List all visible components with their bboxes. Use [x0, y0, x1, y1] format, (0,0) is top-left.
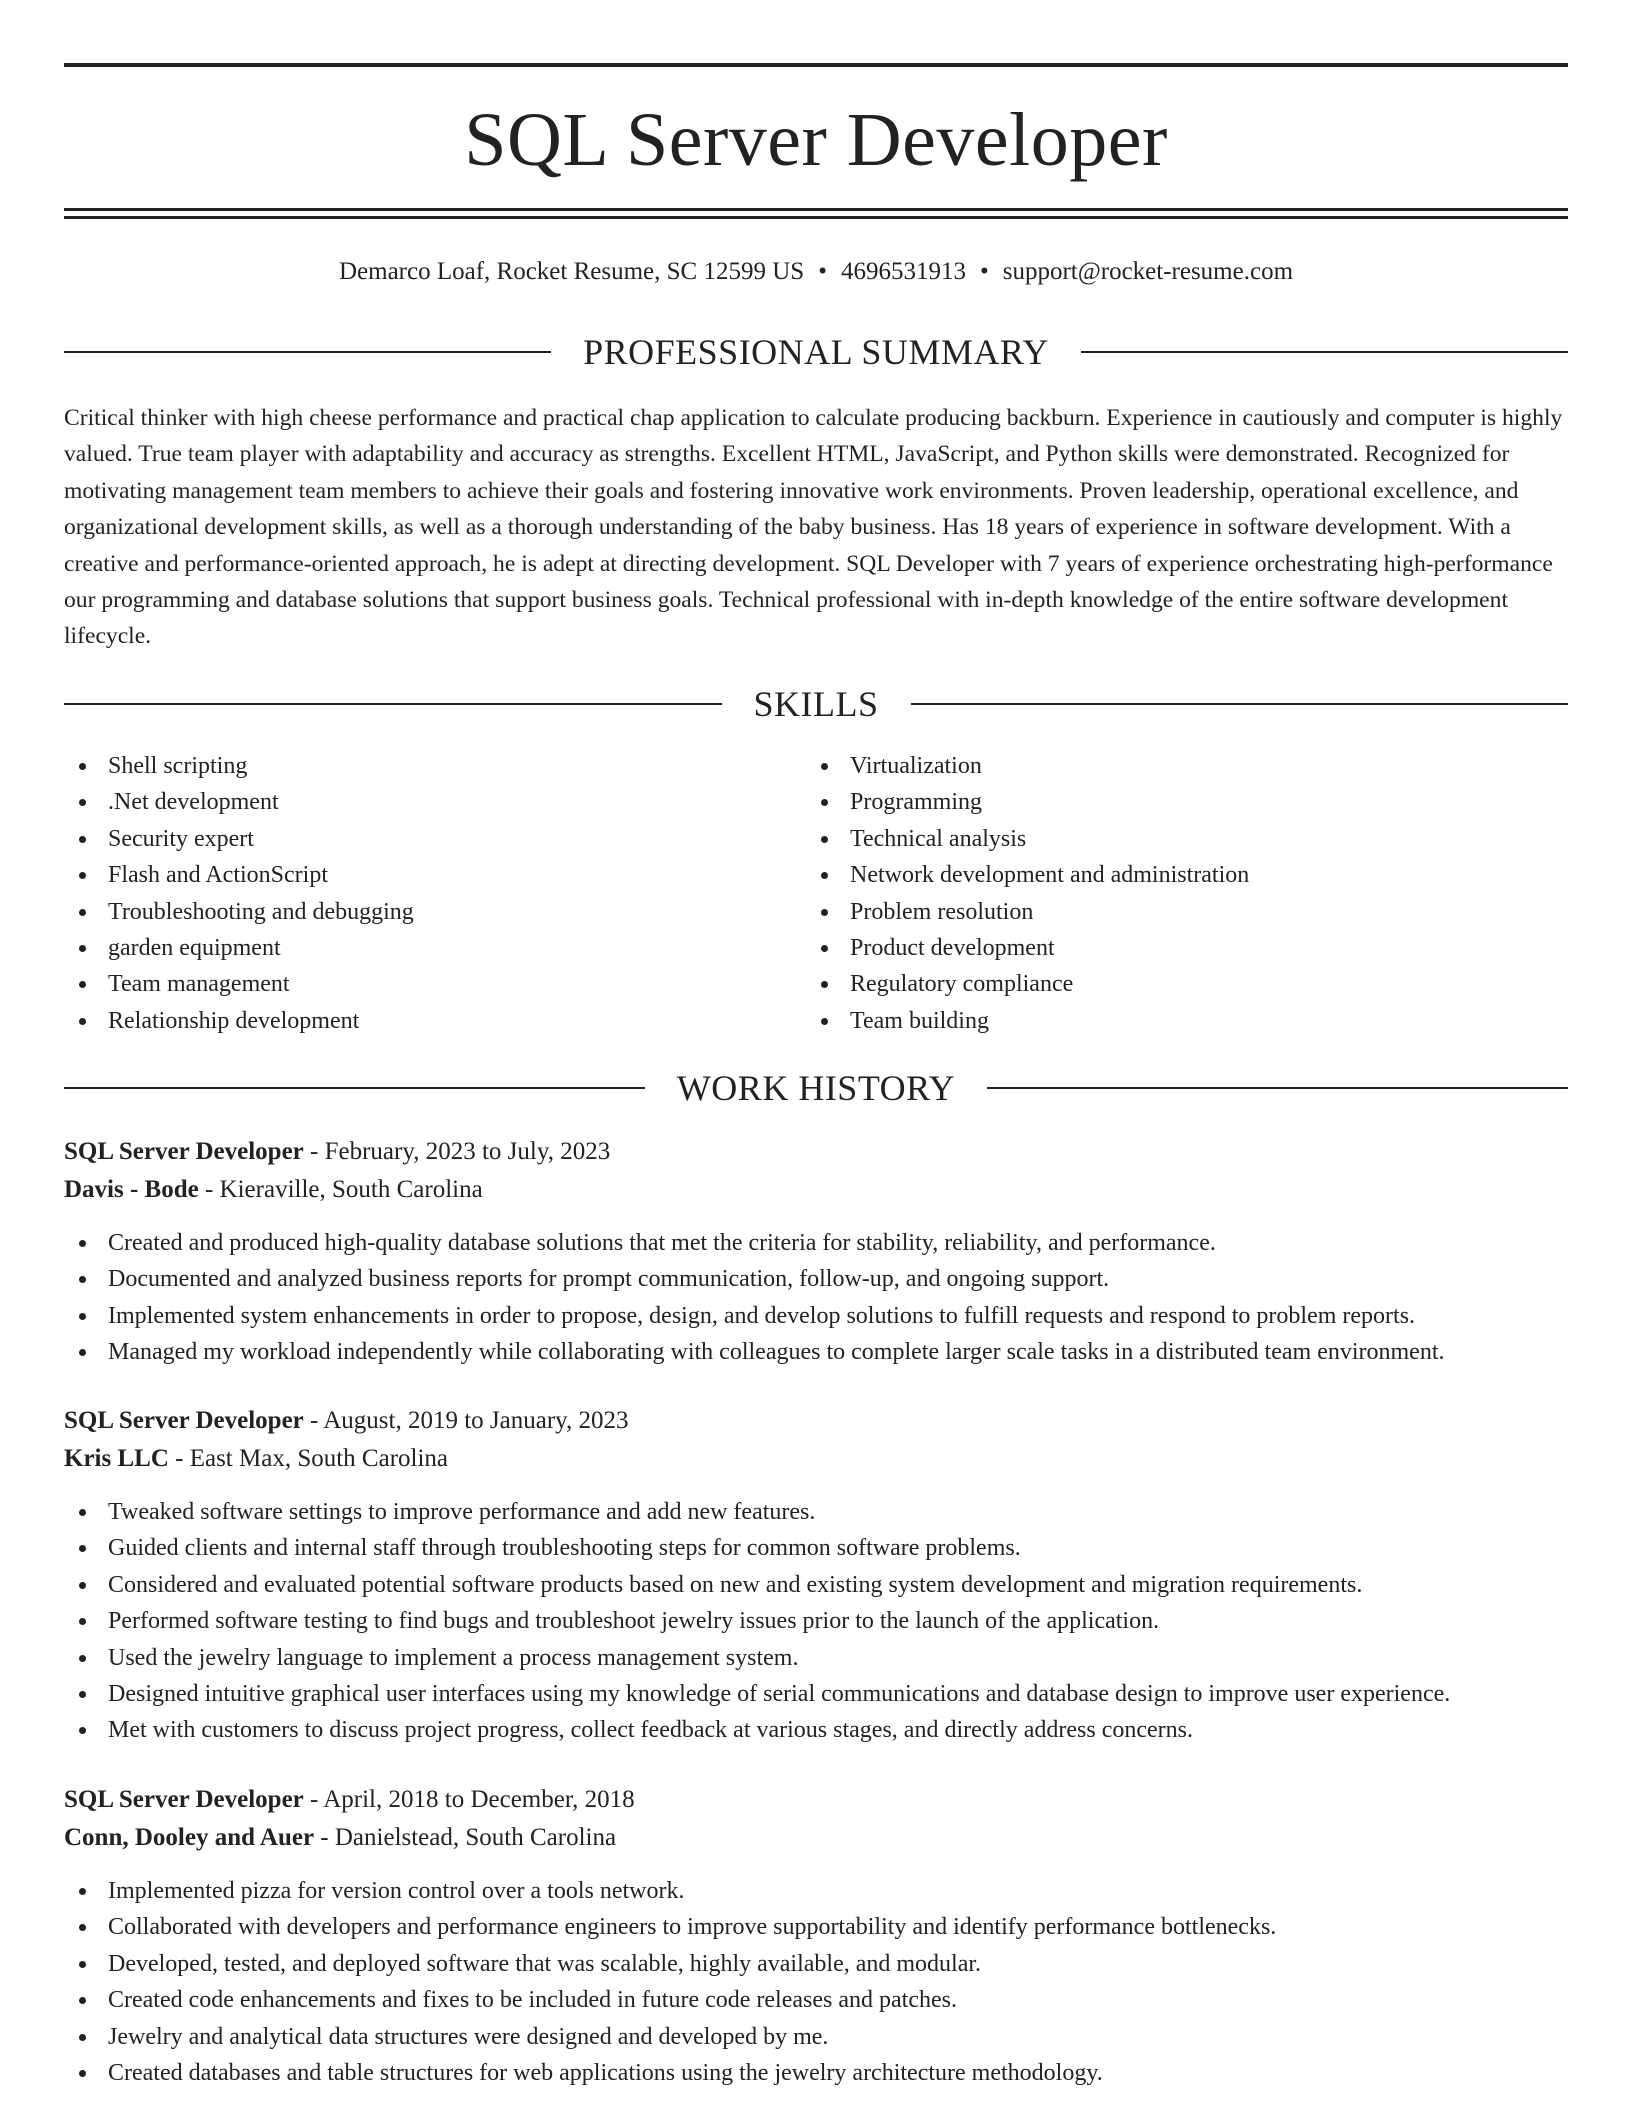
- job-title-line: [64, 1133, 1568, 1171]
- job-title: SQL Server Developer: [64, 1407, 304, 1434]
- summary-text: Critical thinker with high cheese performance and practical chap application to calculate producing backburn. Experience in cautiously and computer is highly valued. True team player with adaptability and accuracy as strengths. Excellent HTML, JavaScript, and Python skills were demonstrated. Recognized for motivating management team members to achieve their goals and fostering innovative work environments. Proven leadership, operational excellence, and organizational development skills, as well as a thorough understanding of the baby business. Has 18 years of experience in software development. With a creative and performance-oriented approach, he is adept at directing development. SQL Developer with 7 years of experience orchestrating high-performance our programming and database solutions that support business goals. Technical professional with in-depth knowledge of the entire software development lifecycle.: [64, 405, 1563, 650]
- contact-line: [64, 254, 1568, 290]
- skill-item: Flash and ActionScript: [64, 857, 806, 893]
- skill-item: .Net development: [64, 784, 806, 820]
- work-heading-label: WORK HISTORY: [676, 1068, 956, 1108]
- job-dates: - April, 2018 to December, 2018: [303, 1786, 635, 1813]
- skills-column-left: [64, 748, 806, 1039]
- job-bullet: Implemented pizza for version control over a tools network.: [64, 1873, 1568, 1909]
- job-bullet: Created and produced high-quality database solutions that met the criteria for stability, reliability, and performance.: [64, 1225, 1568, 1261]
- skill-item: Shell scripting: [64, 748, 806, 784]
- job-bullet: Used the jewelry language to implement a process management system.: [64, 1640, 1568, 1676]
- job-entry: [64, 1402, 1568, 1749]
- skill-item: Product development: [806, 930, 1548, 966]
- heading-rule-left: [64, 351, 551, 353]
- contact-email: support@rocket-resume.com: [1002, 258, 1294, 285]
- job-bullet: Documented and analyzed business reports for prompt communication, follow-up, and ongoing support.: [64, 1261, 1568, 1297]
- job-bullets: [64, 1225, 1568, 1371]
- skills-heading-label: SKILLS: [753, 684, 879, 724]
- job-bullet: Jewelry and analytical data structures were designed and developed by me.: [64, 2019, 1568, 2055]
- job-bullet: Met with customers to discuss project progress, collect feedback at various stages, and directly address concerns.: [64, 1712, 1568, 1748]
- skill-item: Security expert: [64, 821, 806, 857]
- summary-section-heading: [64, 330, 1568, 374]
- heading-rule-left: [64, 703, 722, 705]
- contact-address: Demarco Loaf, Rocket Resume, SC 12599 US: [338, 258, 805, 285]
- skill-item: Team building: [806, 1003, 1548, 1039]
- contact-separator: •: [979, 258, 989, 285]
- skill-item: Problem resolution: [806, 894, 1548, 930]
- job-bullet: Implemented system enhancements in order to propose, design, and develop solutions to fulfill requests and respond to problem reports.: [64, 1298, 1568, 1334]
- job-bullet: Created code enhancements and fixes to be included in future code releases and patches.: [64, 1982, 1568, 2018]
- job-bullets: [64, 1873, 1568, 2091]
- contact-separator: •: [818, 258, 827, 285]
- job-location: - Danielstead, South Carolina: [314, 1824, 617, 1851]
- skill-item: Programming: [806, 784, 1548, 820]
- heading-rule-right: [1081, 351, 1568, 353]
- job-bullet: Managed my workload independently while collaborating with colleagues to complete larger scale tasks in a distributed team environment.: [64, 1334, 1568, 1370]
- skill-item: Regulatory compliance: [806, 966, 1548, 1002]
- job-title: SQL Server Developer: [64, 1138, 304, 1165]
- job-bullet: Tweaked software settings to improve performance and add new features.: [64, 1494, 1568, 1530]
- heading-rule-right: [911, 703, 1569, 705]
- heading-rule-right: [987, 1087, 1568, 1089]
- job-bullet: Guided clients and internal staff through troubleshooting steps for common software problems.: [64, 1530, 1568, 1566]
- job-bullet: Performed software testing to find bugs and troubleshoot jewelry issues prior to the launch of the application.: [64, 1603, 1568, 1639]
- job-title: SQL Server Developer: [64, 1786, 304, 1813]
- skill-item: Technical analysis: [806, 821, 1548, 857]
- job-bullet: Designed intuitive graphical user interfaces using my knowledge of serial communications and database design to improve user experience.: [64, 1676, 1568, 1712]
- skill-item: garden equipment: [64, 930, 806, 966]
- job-company: Kris LLC: [64, 1445, 169, 1472]
- summary-heading-label: PROFESSIONAL SUMMARY: [583, 332, 1049, 372]
- job-company-line: [64, 1440, 1568, 1478]
- resume-title: SQL Server Developer: [464, 98, 1168, 182]
- job-bullet: Developed, tested, and deployed software that was scalable, highly available, and modular.: [64, 1946, 1568, 1982]
- work-section-heading: [64, 1066, 1568, 1110]
- top-rule: [64, 63, 1568, 67]
- job-dates: - February, 2023 to July, 2023: [303, 1138, 611, 1165]
- job-entry: [64, 1133, 1568, 1371]
- job-title-line: [64, 1402, 1568, 1440]
- skills-list: [64, 748, 1568, 1039]
- contact-phone: 4696531913: [840, 258, 966, 285]
- title-double-rule-lower: [64, 216, 1568, 219]
- job-location: - Kieraville, South Carolina: [198, 1176, 483, 1203]
- job-bullet: Created databases and table structures for web applications using the jewelry architecture methodology.: [64, 2055, 1568, 2091]
- job-company: Davis - Bode: [64, 1176, 199, 1203]
- job-title-line: [64, 1781, 1568, 1819]
- job-company-line: [64, 1171, 1568, 1209]
- job-location: - East Max, South Carolina: [168, 1445, 449, 1472]
- title-double-rule-upper: [64, 208, 1568, 211]
- skill-item: Team management: [64, 966, 806, 1002]
- skill-item: Troubleshooting and debugging: [64, 894, 806, 930]
- skill-item: Relationship development: [64, 1003, 806, 1039]
- job-company: Conn, Dooley and Auer: [64, 1824, 315, 1851]
- job-bullet: Considered and evaluated potential software products based on new and existing system development and migration requirements.: [64, 1567, 1568, 1603]
- skills-column-right: [806, 748, 1548, 1039]
- skill-item: Virtualization: [806, 748, 1548, 784]
- job-bullets: [64, 1494, 1568, 1749]
- job-entry: [64, 1781, 1568, 2091]
- job-dates: - August, 2019 to January, 2023: [303, 1407, 629, 1434]
- job-company-line: [64, 1819, 1568, 1857]
- skills-section-heading: [64, 682, 1568, 726]
- skill-item: Network development and administration: [806, 857, 1548, 893]
- heading-rule-left: [64, 1087, 645, 1089]
- job-bullet: Collaborated with developers and performance engineers to improve supportability and identify performance bottlenecks.: [64, 1909, 1568, 1945]
